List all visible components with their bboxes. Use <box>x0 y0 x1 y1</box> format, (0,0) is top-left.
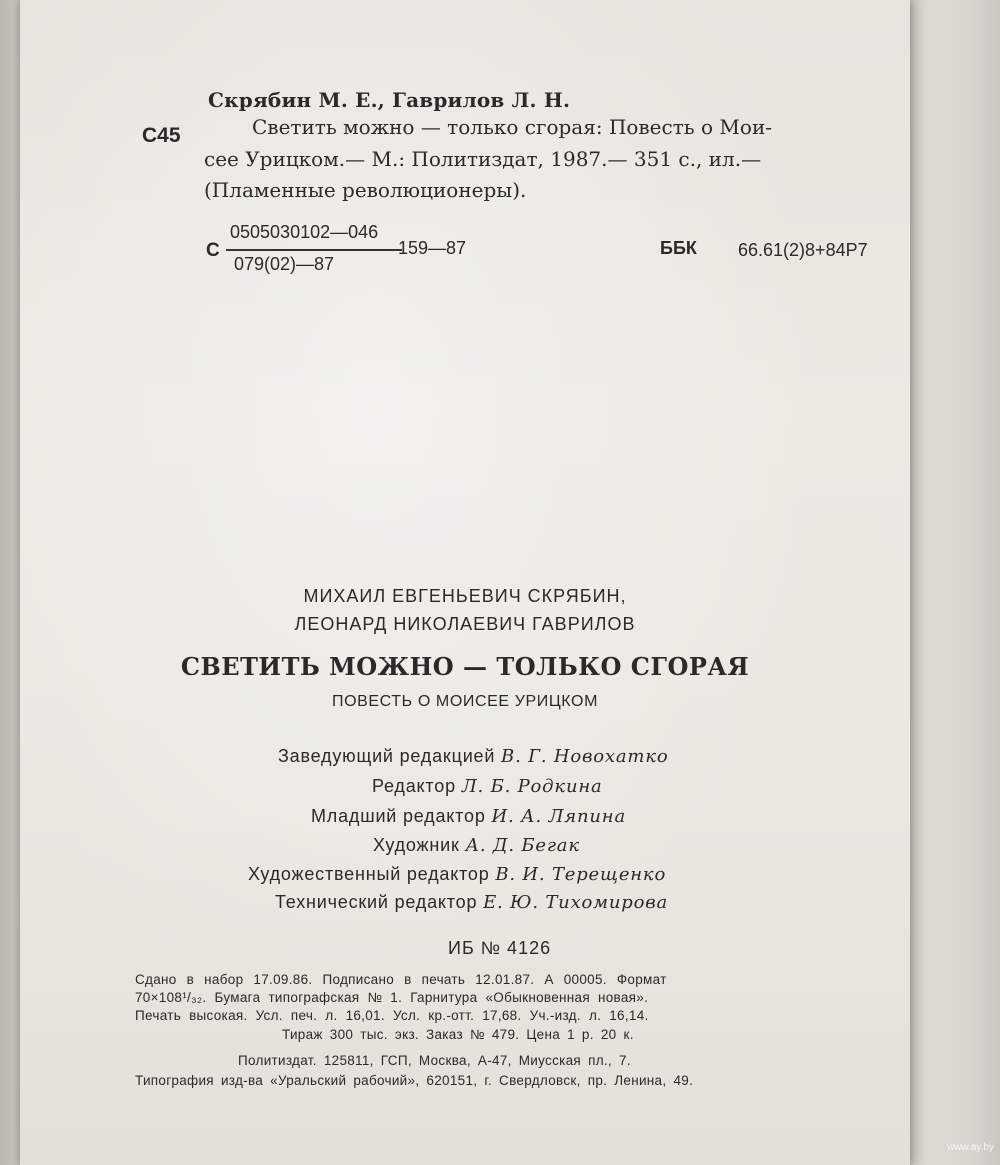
printer-address: Типография изд-ва «Уральский рабочий», 620151, г. Свердловск, пр. Ленина, 49. <box>135 1073 694 1088</box>
imprint-line-2: 70×108¹/₃₂. Бумага типографская № 1. Гарнитура «Обыкновенная новая». <box>135 990 649 1005</box>
annotation-line-1: Светить можно — только сгорая: Повесть о Мои- <box>252 115 773 139</box>
credit-name: А. Д. Бегак <box>465 835 580 856</box>
fraction-bar <box>226 249 402 251</box>
fraction-prefix: С <box>206 240 220 261</box>
next-page-edge <box>905 0 1000 1165</box>
catalog-code: С45 <box>142 124 181 147</box>
credit-role: Младший редактор <box>311 806 486 826</box>
publisher-address: Политиздат. 125811, ГСП, Москва, А-47, Миусская пл., 7. <box>238 1053 631 1068</box>
credit-line <box>372 776 603 797</box>
credit-line <box>373 835 580 856</box>
credit-role: Технический редактор <box>275 892 478 912</box>
credit-role: Редактор <box>372 776 456 796</box>
credit-role: Заведующий редакцией <box>278 746 496 766</box>
fraction-denominator: 079(02)—87 <box>234 254 335 274</box>
fraction-suffix: 159—87 <box>398 238 467 258</box>
author-2: ЛЕОНАРД НИКОЛАЕВИЧ ГАВРИЛОВ <box>294 614 636 634</box>
annotation-line-3: (Пламенные революционеры). <box>204 178 527 202</box>
credit-name: В. И. Терещенко <box>495 864 667 885</box>
credit-role: Художник <box>373 835 460 855</box>
book-subtitle: ПОВЕСТЬ О МОИСЕЕ УРИЦКОМ <box>331 693 599 710</box>
credit-line <box>311 806 626 827</box>
credit-name: Л. Б. Родкина <box>461 776 603 797</box>
bbk-code: 66.61(2)8+84Р7 <box>738 240 868 260</box>
site-watermark: www.ay.by <box>946 1142 994 1153</box>
credit-name: И. А. Ляпина <box>491 806 626 827</box>
credit-name: Е. Ю. Тихомирова <box>483 892 669 913</box>
bbk-label: ББК <box>660 238 697 258</box>
book-title: СВЕТИТЬ МОЖНО — ТОЛЬКО СГОРАЯ <box>180 652 750 681</box>
imprint-line-3: Печать высокая. Усл. печ. л. 16,01. Усл. кр.-отт. 17,68. Уч.-изд. л. 16,14. <box>135 1008 649 1023</box>
author-1: МИХАИЛ ЕВГЕНЬЕВИЧ СКРЯБИН, <box>303 586 627 606</box>
credit-role: Художественный редактор <box>248 864 490 884</box>
book-page <box>20 0 910 1165</box>
credit-line <box>275 892 668 913</box>
imprint-line-4: Тираж 300 тыс. экз. Заказ № 479. Цена 1 р. 20 к. <box>282 1027 634 1042</box>
credit-name: В. Г. Новохатко <box>501 746 669 767</box>
fraction-numerator: 0505030102—046 <box>230 222 379 242</box>
catalog-card-heading: Скрябин М. Е., Гаврилов Л. Н. <box>208 88 571 112</box>
imprint-line-1: Сдано в набор 17.09.86. Подписано в печать 12.01.87. А 00005. Формат <box>135 972 667 987</box>
credit-line <box>278 746 668 767</box>
ib-number: ИБ № 4126 <box>448 938 552 958</box>
annotation-line-2: сее Урицком.— М.: Политиздат, 1987.— 351 с., ил.— <box>204 147 762 171</box>
credit-line <box>248 864 666 885</box>
